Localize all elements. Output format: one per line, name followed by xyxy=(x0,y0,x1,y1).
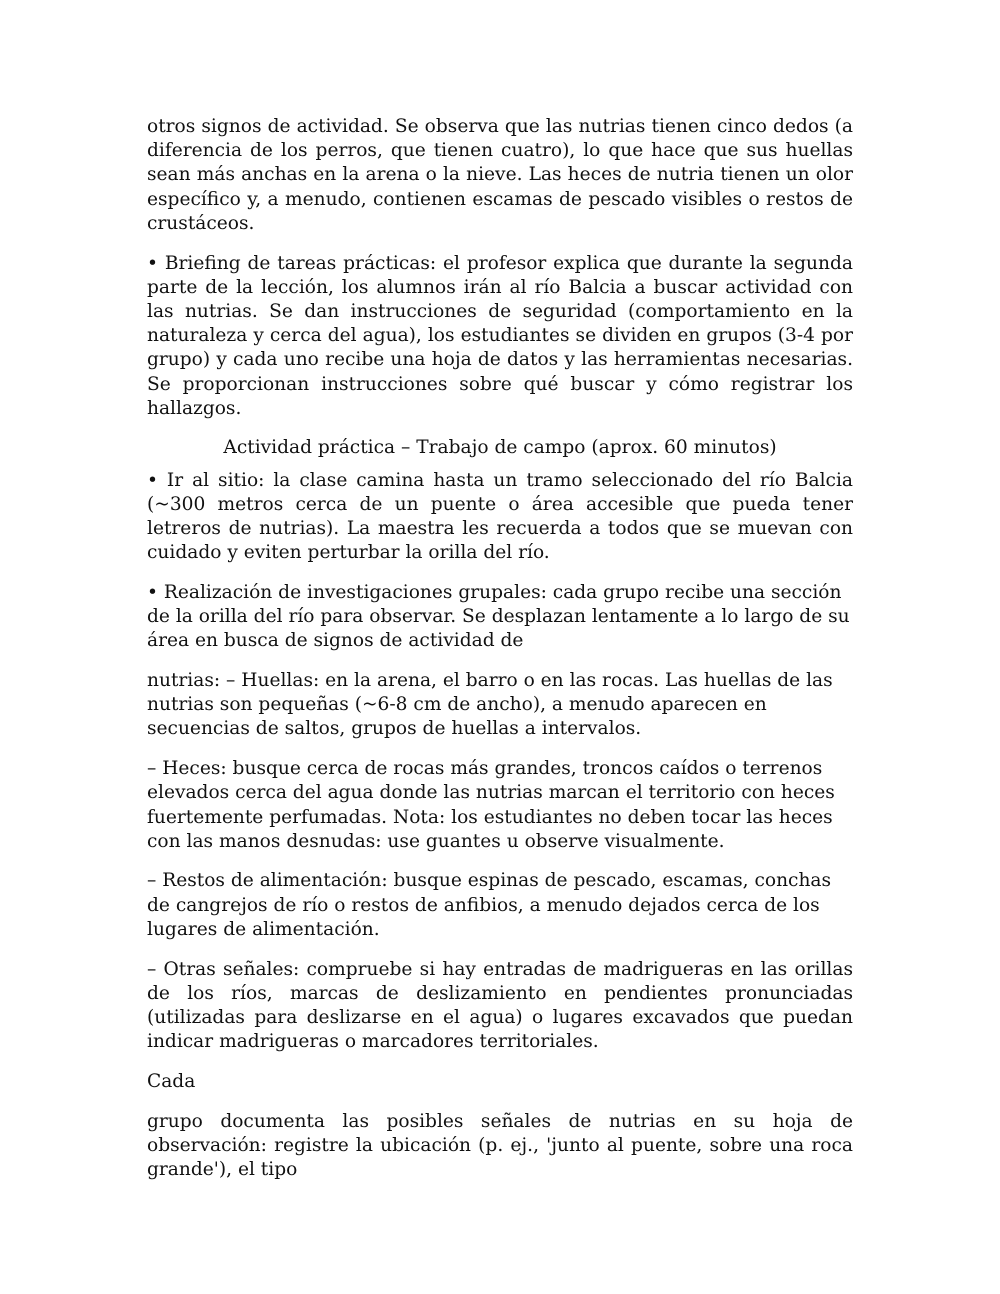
paragraph-task-briefing: • Briefing de tareas prácticas: el profesor explica que durante la segunda parte de la lección, los alumnos irán al río Balcia a buscar actividad con las nutrias. Se dan instrucciones de seguridad (comportamiento en la naturaleza y cerca del agua), los estudiantes se dividen en grupos (3-4 por grupo) y cada uno recibe una hoja de datos y las herramientas necesarias. Se proporcionan instrucciones sobre qué buscar y cómo registrar los hallazgos. xyxy=(147,252,853,419)
paragraph-other-signs: – Otras señales: compruebe si hay entradas de madrigueras en las orillas de los ríos, marcas de deslizamiento en pendientes pronunciadas (utilizadas para deslizarse en el agua) o lugares excavados que puedan indicar madrigueras o marcadores territoriales. xyxy=(147,958,853,1053)
paragraph-group-documents: grupo documenta las posibles señales de nutrias en su hoja de observación: registre la ubicación (p. ej., 'junto al puente, sobre una roca grande'), el tipo xyxy=(147,1110,853,1181)
document-page xyxy=(147,115,853,1198)
paragraph-otter-signs: otros signos de actividad. Se observa que las nutrias tienen cinco dedos (a diferencia de los perros, que tienen cuatro), lo que hace que sus huellas sean más anchas en la arena o la nieve. Las heces de nutria tienen un olor específico y, a menudo, contienen escamas de pescado visibles o restos de crustáceos. xyxy=(147,116,853,234)
paragraph-tracks: nutrias: – Huellas: en la arena, el barro o en las rocas. Las huellas de las nutrias son pequeñas (~6-8 cm de ancho), a menudo aparecen en secuencias de saltos, grupos de huellas a intervalos. xyxy=(147,670,833,740)
paragraph-go-to-site: • Ir al sitio: la clase camina hasta un tramo seleccionado del río Balcia (~300 metros cerca de un puente o área accesible que pueda tener letreros de nutrias). La maestra les recuerda a todos que se muevan con cuidado y eviten perturbar la orilla del río. xyxy=(147,469,853,564)
paragraph-food-remains: – Restos de alimentación: busque espinas de pescado, escamas, conchas de cangrejos de río o restos de anfibios, a menudo dejados cerca de los lugares de alimentación. xyxy=(147,870,832,940)
section-heading-field-work: Actividad práctica – Trabajo de campo (aprox. 60 minutos) xyxy=(223,437,777,459)
paragraph-each: Cada xyxy=(147,1070,196,1092)
paragraph-group-investigation: • Realización de investigaciones grupales: cada grupo recibe una sección de la orilla del río para observar. Se desplazan lentamente a lo largo de su área en busca de signos de actividad de xyxy=(147,581,850,652)
paragraph-feces: – Heces: busque cerca de rocas más grandes, troncos caídos o terrenos elevados cerca del agua donde las nutrias marcan el territorio con heces fuertemente perfumadas. Nota: los estudiantes no deben tocar las heces con las manos desnudas: use guantes u observe visualmente. xyxy=(147,758,835,852)
